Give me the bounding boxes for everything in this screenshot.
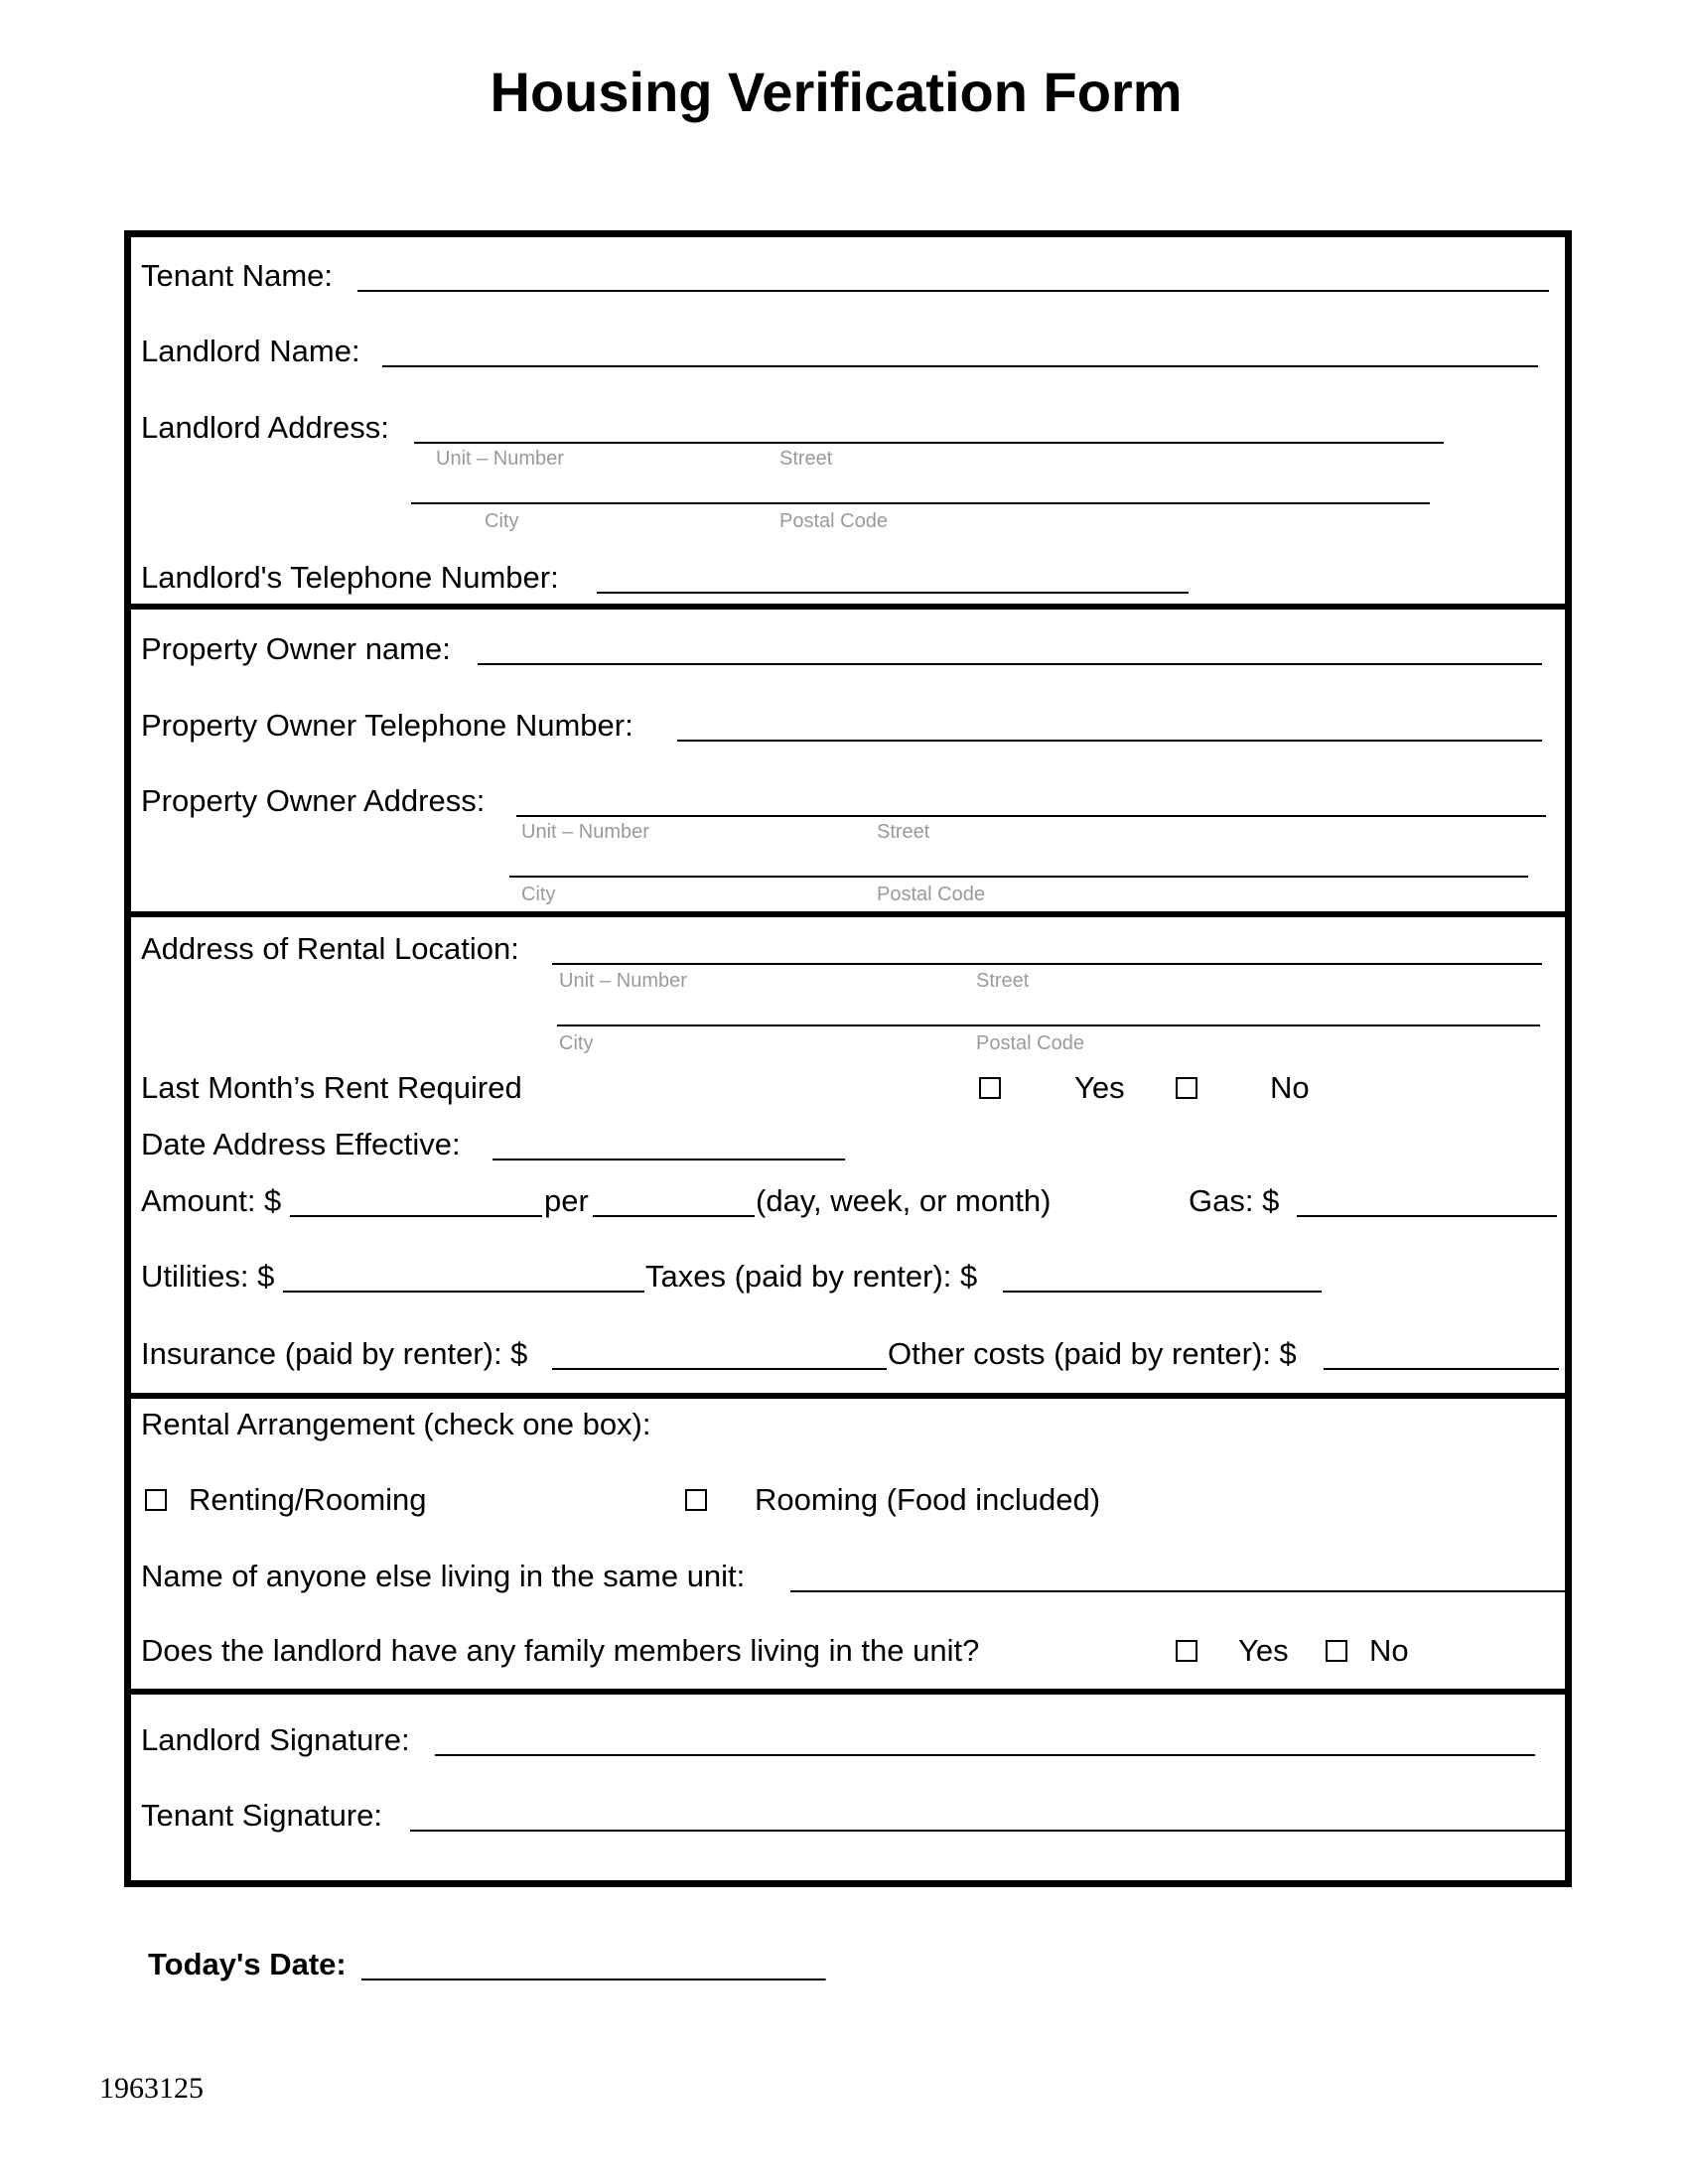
gas-field[interactable] <box>1297 1215 1557 1217</box>
per-label: per <box>544 1183 589 1218</box>
last-month-no-checkbox[interactable] <box>1176 1077 1197 1099</box>
taxes-field[interactable] <box>1003 1291 1322 1293</box>
owner-street-field[interactable] <box>516 815 1546 817</box>
owner-name-field[interactable] <box>478 663 1542 665</box>
section-divider <box>124 604 1572 610</box>
period-hint: (day, week, or month) <box>756 1183 1052 1218</box>
street-hint: Street <box>976 970 1030 992</box>
insurance-label: Insurance (paid by renter): $ <box>141 1336 528 1371</box>
street-hint: Street <box>877 821 930 843</box>
date-effective-field[interactable] <box>492 1159 845 1160</box>
owner-telephone-field[interactable] <box>677 740 1542 742</box>
other-occupants-field[interactable] <box>790 1590 1566 1592</box>
owner-address-label: Property Owner Address: <box>141 783 486 818</box>
yes-label: Yes <box>1238 1633 1289 1668</box>
renting-rooming-label: Renting/Rooming <box>189 1482 427 1517</box>
unit-number-hint: Unit – Number <box>559 970 687 992</box>
postal-code-hint: Postal Code <box>877 884 985 905</box>
section-divider <box>124 911 1572 917</box>
todays-date-suffix: _ <box>808 1947 826 1981</box>
other-costs-label: Other costs (paid by renter): $ <box>888 1336 1297 1371</box>
amount-label: Amount: $ <box>141 1183 282 1218</box>
postal-code-hint: Postal Code <box>779 510 888 532</box>
rental-city-postal-field[interactable] <box>557 1024 1540 1026</box>
no-label: No <box>1369 1633 1409 1668</box>
landlord-name-field[interactable] <box>382 365 1538 367</box>
page-title: Housing Verification Form <box>490 61 1183 123</box>
taxes-label: Taxes (paid by renter): $ <box>645 1259 978 1294</box>
family-no-checkbox[interactable] <box>1326 1640 1347 1662</box>
owner-city-postal-field[interactable] <box>509 876 1528 878</box>
other-occupants-label: Name of anyone else living in the same unit: <box>141 1559 746 1593</box>
form-number: 1963125 <box>99 2072 204 2105</box>
tenant-name-label: Tenant Name: <box>141 258 333 293</box>
unit-number-hint: Unit – Number <box>521 821 649 843</box>
tenant-name-field[interactable] <box>357 290 1549 292</box>
landlord-telephone-field[interactable] <box>597 592 1189 594</box>
rooming-food-label: Rooming (Food included) <box>755 1482 1101 1517</box>
utilities-label: Utilities: $ <box>141 1259 275 1294</box>
landlord-signature-label: Landlord Signature: <box>141 1722 410 1757</box>
section-divider <box>124 1393 1572 1399</box>
last-month-yes-checkbox[interactable] <box>979 1077 1001 1099</box>
amount-field[interactable] <box>290 1215 542 1217</box>
street-hint: Street <box>779 448 833 470</box>
rooming-food-checkbox[interactable] <box>685 1489 707 1511</box>
rental-address-label: Address of Rental Location: <box>141 931 519 966</box>
yes-label: Yes <box>1074 1070 1125 1105</box>
rental-street-field[interactable] <box>552 963 1542 965</box>
todays-date-label: Today's Date: <box>148 1947 347 1981</box>
landlord-address-label: Landlord Address: <box>141 410 389 445</box>
section-divider <box>124 1689 1572 1695</box>
landlord-signature-field[interactable] <box>435 1754 1535 1756</box>
insurance-field[interactable] <box>552 1368 887 1370</box>
landlord-city-postal-field[interactable] <box>411 502 1430 504</box>
owner-telephone-label: Property Owner Telephone Number: <box>141 708 633 743</box>
city-hint: City <box>485 510 519 532</box>
todays-date-field[interactable] <box>361 1979 808 1980</box>
postal-code-hint: Postal Code <box>976 1032 1084 1054</box>
other-costs-field[interactable] <box>1324 1368 1559 1370</box>
family-members-label: Does the landlord have any family members living in the unit? <box>141 1633 980 1668</box>
family-yes-checkbox[interactable] <box>1176 1640 1197 1662</box>
period-field[interactable] <box>593 1215 755 1217</box>
no-label: No <box>1270 1070 1310 1105</box>
tenant-signature-field[interactable] <box>410 1830 1566 1832</box>
gas-label: Gas: $ <box>1189 1183 1280 1218</box>
renting-rooming-checkbox[interactable] <box>145 1489 167 1511</box>
landlord-name-label: Landlord Name: <box>141 334 360 368</box>
city-hint: City <box>521 884 556 905</box>
date-effective-label: Date Address Effective: <box>141 1127 461 1161</box>
owner-name-label: Property Owner name: <box>141 631 451 666</box>
tenant-signature-label: Tenant Signature: <box>141 1798 383 1833</box>
landlord-street-field[interactable] <box>414 442 1444 444</box>
last-month-rent-label: Last Month’s Rent Required <box>141 1070 522 1105</box>
city-hint: City <box>559 1032 594 1054</box>
utilities-field[interactable] <box>283 1291 644 1293</box>
landlord-telephone-label: Landlord's Telephone Number: <box>141 560 559 595</box>
rental-arrangement-heading: Rental Arrangement (check one box): <box>141 1407 651 1441</box>
unit-number-hint: Unit – Number <box>436 448 564 470</box>
